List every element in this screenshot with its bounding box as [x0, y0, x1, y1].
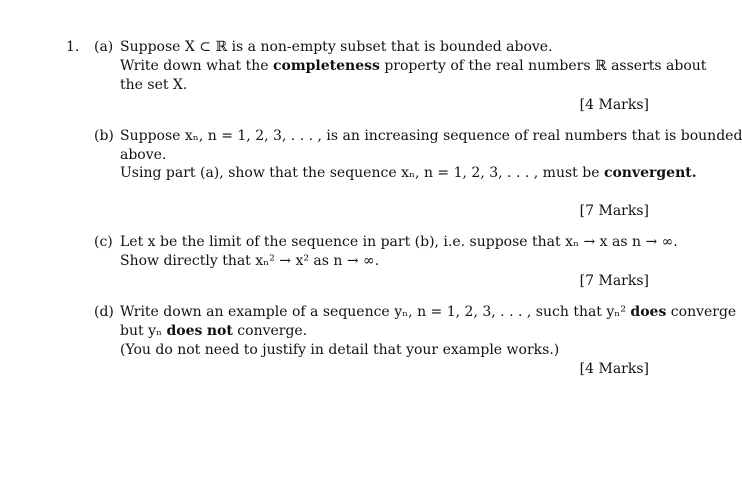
part-d-line-1: Write down an example of a sequence yₙ, n = 1, 2, 3, . . . , such that yₙ² does converge [120, 304, 737, 320]
part-c-line-1: Let x be the limit of the sequence in part (b), i.e. suppose that xₙ → x as n → ∞. [120, 234, 678, 250]
part-b-line-3: Using part (a), show that the sequence xₙ, n = 1, 2, 3, . . . , must be convergent. [120, 165, 697, 181]
part-b-label: (b) [94, 128, 114, 144]
question-number: 1. [66, 39, 80, 55]
part-a-line-3: the set X. [120, 77, 188, 93]
part-b-line-2: above. [120, 147, 167, 163]
part-a-label: (a) [94, 39, 114, 55]
part-c-line-2: Show directly that xₙ² → x² as n → ∞. [120, 253, 380, 269]
part-b-line-1: Suppose xₙ, n = 1, 2, 3, . . . , is an increasing sequence of real numbers that is bounded [120, 128, 742, 144]
part-a-line-2: Write down what the completeness property of the real numbers ℝ asserts about [120, 58, 707, 74]
part-d-marks: [4 Marks] [579, 361, 649, 377]
part-a-marks: [4 Marks] [579, 97, 649, 113]
part-c-label: (c) [94, 234, 113, 250]
part-d-line-3: (You do not need to justify in detail that your example works.) [120, 342, 560, 358]
part-d-label: (d) [94, 304, 114, 320]
part-a-line-1: Suppose X ⊂ ℝ is a non-empty subset that is bounded above. [120, 39, 553, 55]
part-d-line-2: but yₙ does not converge. [120, 323, 308, 339]
part-c-marks: [7 Marks] [579, 273, 649, 289]
part-b-marks: [7 Marks] [579, 203, 649, 219]
